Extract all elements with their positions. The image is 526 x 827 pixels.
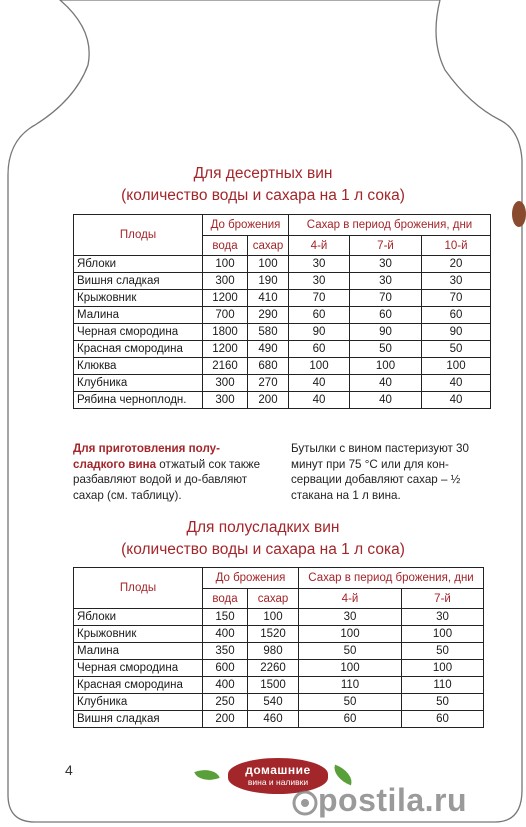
value-cell: 300: [203, 273, 248, 290]
table-row: [74, 358, 491, 375]
value-cell: 700: [203, 307, 248, 324]
fruit-name-cell: Малина: [74, 643, 203, 660]
value-cell: 90: [289, 324, 350, 341]
value-cell: 290: [248, 307, 289, 324]
value-cell: 30: [402, 609, 484, 626]
value-cell: 50: [422, 341, 491, 358]
paragraph-left-text: отжатый сок также разбавляют водой и до-бавляют сахар (см. таблицу).: [73, 457, 261, 502]
col-fruits-header: Плоды: [74, 568, 203, 609]
dessert-table-body: [74, 256, 491, 409]
value-cell: 40: [289, 375, 350, 392]
fruit-name-cell: Крыжовник: [74, 626, 203, 643]
semi-sweet-table-body: [74, 609, 484, 728]
value-cell: 30: [350, 256, 422, 273]
fruit-name-cell: Красная смородина: [74, 341, 203, 358]
value-cell: 20: [422, 256, 491, 273]
value-cell: 70: [350, 290, 422, 307]
fruit-name-cell: Клубника: [74, 694, 203, 711]
value-cell: 40: [422, 392, 491, 409]
dessert-wine-table: [73, 214, 491, 409]
value-cell: 70: [422, 290, 491, 307]
value-cell: 30: [299, 609, 402, 626]
value-cell: 40: [289, 392, 350, 409]
value-cell: 300: [203, 375, 248, 392]
watermark-pin-icon: [292, 790, 318, 816]
table-row: [74, 392, 491, 409]
table-row: [74, 711, 484, 728]
value-cell: 460: [248, 711, 299, 728]
section1-title: Для десертных вин: [193, 165, 333, 182]
value-cell: 90: [422, 324, 491, 341]
value-cell: 2260: [248, 660, 299, 677]
table-row: [74, 660, 484, 677]
section2-title: Для полусладких вин: [186, 519, 340, 536]
value-cell: 100: [402, 626, 484, 643]
value-cell: 70: [289, 290, 350, 307]
value-cell: 1800: [203, 324, 248, 341]
value-cell: 50: [402, 694, 484, 711]
value-cell: 100: [299, 626, 402, 643]
fruit-name-cell: Рябина черноплодн.: [74, 392, 203, 409]
col-during-header: Сахар в период брожения, дни: [289, 215, 491, 236]
logo-line2: вина и наливки: [247, 777, 309, 787]
value-cell: 30: [350, 273, 422, 290]
value-cell: 680: [248, 358, 289, 375]
watermark-text: postila.ru: [318, 782, 468, 818]
fruit-name-cell: Вишня сладкая: [74, 711, 203, 728]
paragraph-right: Бутылки с вином пастеризуют 30 минут при 75 °С или для кон-сервации добавляют сахар – ½ стакана на 1 л вина.: [291, 442, 469, 502]
value-cell: 1520: [248, 626, 299, 643]
value-cell: 100: [422, 358, 491, 375]
table-row: [74, 677, 484, 694]
sub-day-header: 7-й: [350, 236, 422, 256]
value-cell: 60: [422, 307, 491, 324]
value-cell: 30: [289, 256, 350, 273]
value-cell: 2160: [203, 358, 248, 375]
section1-subtitle: (количество воды и сахара на 1 л сока): [121, 187, 405, 204]
value-cell: 150: [203, 609, 248, 626]
fruit-name-cell: Яблоки: [74, 609, 203, 626]
sub-water-header: вода: [203, 236, 248, 256]
value-cell: 60: [289, 341, 350, 358]
value-cell: 40: [350, 375, 422, 392]
value-cell: 100: [299, 660, 402, 677]
fruit-name-cell: Вишня сладкая: [74, 273, 203, 290]
value-cell: 50: [299, 694, 402, 711]
table-row: [74, 375, 491, 392]
value-cell: 100: [402, 660, 484, 677]
value-cell: 540: [248, 694, 299, 711]
value-cell: 580: [248, 324, 289, 341]
value-cell: 50: [299, 643, 402, 660]
value-cell: 190: [248, 273, 289, 290]
sub-water-header: вода: [203, 589, 248, 609]
fruit-name-cell: Малина: [74, 307, 203, 324]
value-cell: 40: [422, 375, 491, 392]
value-cell: 600: [203, 660, 248, 677]
value-cell: 1500: [248, 677, 299, 694]
fruit-name-cell: Черная смородина: [74, 660, 203, 677]
semi-sweet-wine-table: [73, 567, 484, 728]
value-cell: 410: [248, 290, 289, 307]
value-cell: 60: [402, 711, 484, 728]
value-cell: 60: [350, 307, 422, 324]
value-cell: 250: [203, 694, 248, 711]
table-row: [74, 341, 491, 358]
table-row: [74, 307, 491, 324]
value-cell: 50: [402, 643, 484, 660]
sub-day-header: 4-й: [299, 589, 402, 609]
fruit-name-cell: Яблоки: [74, 256, 203, 273]
table-row: [74, 273, 491, 290]
value-cell: 200: [248, 392, 289, 409]
value-cell: 90: [350, 324, 422, 341]
table-row: [74, 256, 491, 273]
value-cell: 110: [299, 677, 402, 694]
table-row: [74, 626, 484, 643]
value-cell: 400: [203, 677, 248, 694]
page-number: 4: [65, 762, 73, 778]
fruit-name-cell: Красная смородина: [74, 677, 203, 694]
value-cell: 980: [248, 643, 299, 660]
value-cell: 1200: [203, 290, 248, 307]
sub-sugar-header: сахар: [248, 589, 299, 609]
value-cell: 110: [402, 677, 484, 694]
value-cell: 30: [289, 273, 350, 290]
table-row: [74, 324, 491, 341]
col-before-header: До брожения: [203, 568, 299, 589]
logo-line1: домашние: [245, 763, 311, 777]
sub-day-header: 7-й: [402, 589, 484, 609]
sub-sugar-header: сахар: [248, 236, 289, 256]
sub-day-header: 10-й: [422, 236, 491, 256]
section2-subtitle: (количество воды и сахара на 1 л сока): [121, 541, 405, 558]
value-cell: 60: [299, 711, 402, 728]
value-cell: 300: [203, 392, 248, 409]
fruit-name-cell: Клюква: [74, 358, 203, 375]
value-cell: 400: [203, 626, 248, 643]
table-row: [74, 290, 491, 307]
value-cell: 100: [248, 609, 299, 626]
value-cell: 100: [289, 358, 350, 375]
value-cell: 60: [289, 307, 350, 324]
col-fruits-header: Плоды: [74, 215, 203, 256]
value-cell: 100: [248, 256, 289, 273]
value-cell: 40: [350, 392, 422, 409]
fruit-name-cell: Клубника: [74, 375, 203, 392]
value-cell: 200: [203, 711, 248, 728]
col-during-header: Сахар в период брожения, дни: [299, 568, 484, 589]
paragraph-left-bold: Для приготовления полу-сладкого вина: [73, 442, 220, 471]
table-row: [74, 643, 484, 660]
value-cell: 100: [350, 358, 422, 375]
value-cell: 270: [248, 375, 289, 392]
value-cell: 50: [350, 341, 422, 358]
value-cell: 30: [422, 273, 491, 290]
brand-logo: [228, 758, 328, 794]
col-before-header: До брожения: [203, 215, 289, 236]
value-cell: 490: [248, 341, 289, 358]
table-row: [74, 609, 484, 626]
fruit-name-cell: Черная смородина: [74, 324, 203, 341]
table-row: [74, 694, 484, 711]
fruit-name-cell: Крыжовник: [74, 290, 203, 307]
value-cell: 350: [203, 643, 248, 660]
paragraph-left: [73, 441, 263, 503]
value-cell: 1200: [203, 341, 248, 358]
sub-day-header: 4-й: [289, 236, 350, 256]
value-cell: 100: [203, 256, 248, 273]
